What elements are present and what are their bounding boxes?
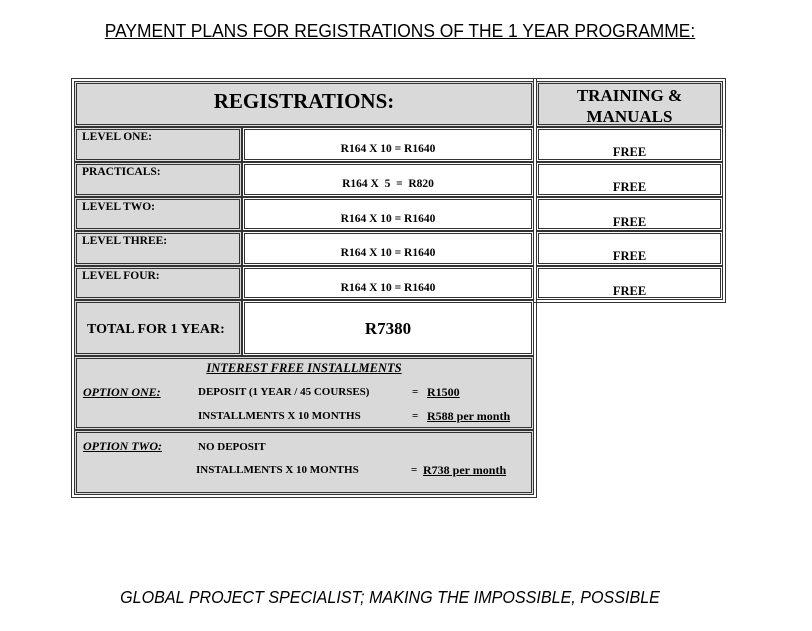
row-label: LEVEL THREE: — [82, 235, 168, 247]
option-two-no-deposit: NO DEPOSIT — [198, 441, 266, 453]
row-value: R164 X 10 = R1640 — [340, 282, 436, 294]
option-one-deposit-amount: R1500 — [427, 385, 460, 399]
level-four-value-cell — [242, 266, 534, 300]
level-two-value-cell — [242, 197, 534, 231]
row-value: R164 X 5 = R820 — [342, 178, 434, 190]
row-value: R164 X 10 = R1640 — [340, 143, 436, 155]
practicals-value-cell — [242, 162, 534, 197]
option-one-box — [74, 356, 534, 430]
level-two-label-cell — [74, 197, 242, 231]
option-one-installments-eq: = — [412, 410, 419, 422]
level-three-value-cell — [242, 231, 534, 266]
training-free: FREE — [612, 215, 647, 229]
option-two-installments-text: INSTALLMENTS X 10 MONTHS — [196, 464, 359, 476]
total-value: R7380 — [364, 319, 412, 338]
row-label: PRACTICALS: — [82, 166, 161, 178]
option-two-installments-eq: = — [411, 464, 418, 476]
level-one-training-cell — [536, 127, 723, 162]
row-value: R164 X 10 = R1640 — [340, 247, 436, 259]
total-label: TOTAL FOR 1 YEAR: — [87, 322, 225, 337]
training-free: FREE — [612, 180, 647, 194]
total-value-cell — [242, 300, 534, 356]
option-one-deposit-eq: = — [412, 386, 419, 398]
option-one-installments-text: INSTALLMENTS X 10 MONTHS — [198, 410, 361, 422]
installments-heading: INTEREST FREE INSTALLMENTS — [206, 361, 402, 375]
option-one-deposit-text: DEPOSIT (1 YEAR / 45 COURSES) — [198, 386, 370, 398]
level-two-training-cell — [536, 197, 723, 231]
level-four-label-cell — [74, 266, 242, 300]
level-one-value-cell — [242, 127, 534, 162]
option-two-installments-amount: R738 per month — [423, 463, 507, 477]
training-header — [536, 81, 723, 127]
row-label: LEVEL TWO: — [82, 201, 155, 213]
row-label: LEVEL ONE: — [82, 131, 152, 143]
training-free: FREE — [612, 249, 647, 263]
practicals-training-cell — [536, 162, 723, 197]
level-three-training-cell — [536, 231, 723, 266]
option-one-label: OPTION ONE: — [83, 385, 161, 399]
training-free: FREE — [612, 145, 647, 159]
registrations-header — [74, 81, 534, 127]
row-value: R164 X 10 = R1640 — [340, 213, 436, 225]
training-header-label-2: MANUALS — [586, 107, 673, 126]
level-four-training-cell — [536, 266, 723, 300]
option-one-installments-amount: R588 per month — [427, 409, 511, 423]
practicals-label-cell — [74, 162, 242, 197]
training-header-label: TRAINING & — [576, 86, 683, 105]
training-free: FREE — [612, 284, 647, 298]
option-two-label: OPTION TWO: — [83, 439, 162, 453]
level-three-label-cell — [74, 231, 242, 266]
registrations-header-label: REGISTRATIONS: — [213, 89, 395, 113]
row-label: LEVEL FOUR: — [82, 270, 160, 282]
page-title: PAYMENT PLANS FOR REGISTRATIONS OF THE 1 YEAR PROGRAMME: — [104, 20, 696, 41]
option-two-box — [74, 430, 534, 495]
total-label-cell — [74, 300, 242, 356]
level-one-label-cell — [74, 127, 242, 162]
footer-tagline: GLOBAL PROJECT SPECIALIST; MAKING THE IMPOSSIBLE, POSSIBLE — [120, 587, 660, 607]
